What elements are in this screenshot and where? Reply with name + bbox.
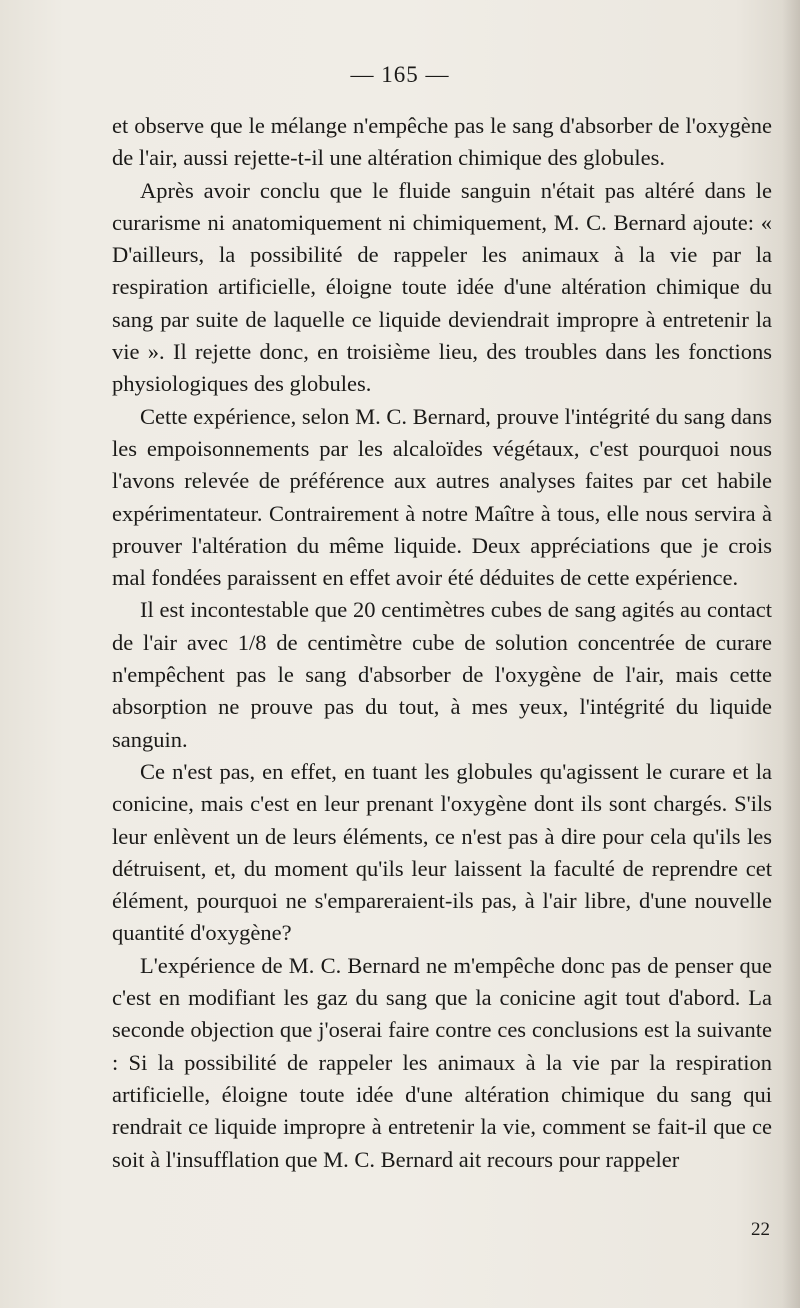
paragraph: Cette expérience, selon M. C. Bernard, prouve l'intégrité du sang dans les empoisonnements par les alcaloïdes végétaux, c'est pourquoi nous l'avons relevée de préférence aux autres analyses faites par cet habile expérimentateur. Contrairement à notre Maître à tous, elle nous servira à prouver l'altération du même liquide. Deux appréciations que je crois mal fondées paraissent en effet avoir été déduites de cette expérience. [112, 403, 772, 591]
paragraph: Il est incontestable que 20 centimètres cubes de sang agités au contact de l'air avec 1/8 de centimètre cube de solution concentrée de curare n'empêchent pas le sang d'absorber de l'oxygène de l'air, mais cette absorption ne prouve pas du tout, à mes yeux, l'intégrité du liquide sanguin. [112, 597, 772, 752]
paragraph: et observe que le mélange n'empêche pas le sang d'absorber de l'oxygène de l'air, aussi rejette-t-il une altération chimique des globules. [112, 113, 772, 171]
page-body [112, 110, 772, 1176]
signature-mark: 22 [751, 1219, 770, 1240]
paragraph: Après avoir conclu que le fluide sanguin n'était pas altéré dans le curarisme ni anatomiquement ni chimiquement, M. C. Bernard ajoute: « D'ailleurs, la possibilité de rappeler les animaux à la vie par la respiration artificielle, éloigne toute idée d'une altération chimique du sang par suite de laquelle ce liquide deviendrait impropre à entretenir la vie ». Il rejette donc, en troisième lieu, des troubles dans les fonctions physiologiques des globules. [112, 177, 772, 397]
page-edge-shadow [782, 0, 800, 1308]
paragraph: Ce n'est pas, en effet, en tuant les globules qu'agissent le curare et la conicine, mais c'est en leur prenant l'oxygène dont ils sont chargés. S'ils leur enlèvent un de leurs éléments, ce n'est pas à dire pour cela qu'ils les détruisent, et, du moment qu'ils leur laissent la faculté de reprendre cet élément, pourquoi ne s'empareraient-ils pas, à l'air libre, d'une nouvelle quantité d'oxygène? [112, 758, 772, 946]
paragraph: L'expérience de M. C. Bernard ne m'empêche donc pas de penser que c'est en modifiant les gaz du sang que la conicine agit tout d'abord. La seconde objection que j'oserai faire contre ces conclusions est la suivante : Si la possibilité de rappeler les animaux à la vie par la respiration artificielle, éloigne toute idée d'une altération chimique du sang qui rendrait ce liquide impropre à entretenir la vie, comment se fait-il que ce soit à l'insufflation que M. C. Bernard ait recours pour rappeler [112, 952, 772, 1172]
page-number: — 165 — [350, 62, 450, 87]
